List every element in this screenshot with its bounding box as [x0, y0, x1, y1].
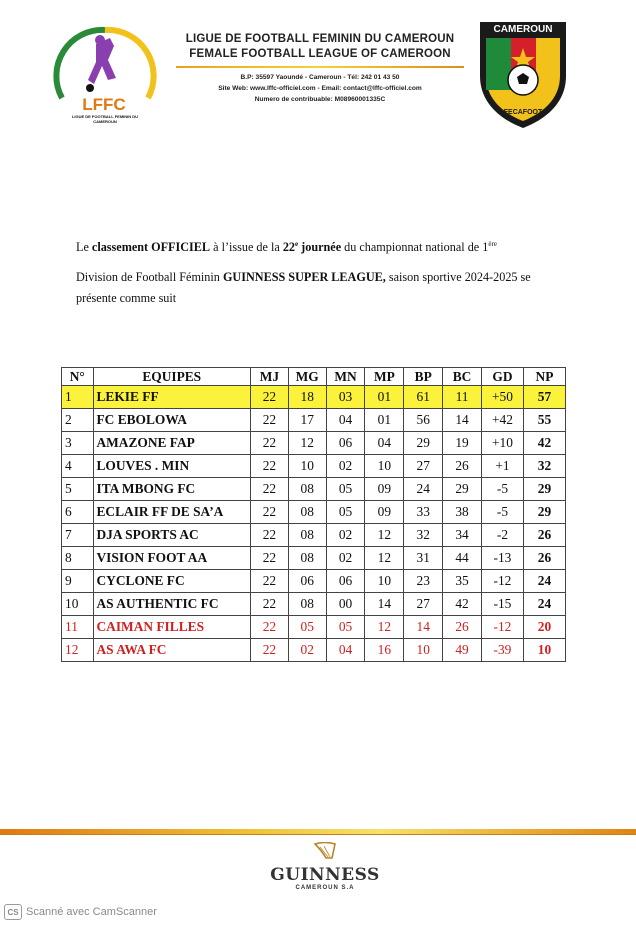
cell-bc: 11 — [443, 386, 482, 409]
cell-mj: 22 — [251, 570, 289, 593]
cell-np: 29 — [523, 478, 565, 501]
cell-gd: -5 — [481, 501, 523, 524]
header-bc: BC — [443, 368, 482, 386]
cell-rank: 8 — [62, 547, 94, 570]
header-mp: MP — [365, 368, 404, 386]
guinness-brand: GUINNESS — [270, 865, 380, 885]
cell-gd: +10 — [481, 432, 523, 455]
camscanner-watermark — [4, 904, 157, 920]
cell-mn: 06 — [326, 570, 365, 593]
cell-np: 29 — [523, 501, 565, 524]
cell-mn: 02 — [326, 547, 365, 570]
letterhead — [170, 32, 470, 105]
cell-rank: 4 — [62, 455, 94, 478]
cell-bc: 26 — [443, 616, 482, 639]
cell-bp: 10 — [404, 639, 443, 662]
table-row — [62, 478, 566, 501]
cell-mn: 05 — [326, 501, 365, 524]
cell-bp: 33 — [404, 501, 443, 524]
cell-bp: 27 — [404, 455, 443, 478]
cell-gd: -12 — [481, 570, 523, 593]
cell-mp: 09 — [365, 501, 404, 524]
cell-np: 55 — [523, 409, 565, 432]
intro-league-name: GUINNESS SUPER LEAGUE, — [222, 270, 386, 285]
taxpayer-number: Numero de contribuable: M08960001335C — [254, 96, 386, 103]
cell-bc: 44 — [443, 547, 482, 570]
cell-bc: 38 — [443, 501, 482, 524]
cell-rank: 11 — [62, 616, 94, 639]
cell-rank: 9 — [62, 570, 94, 593]
cell-mn: 06 — [326, 432, 365, 455]
table-row — [62, 570, 566, 593]
cell-mp: 12 — [365, 524, 404, 547]
cell-np: 24 — [523, 593, 565, 616]
cell-bp: 24 — [404, 478, 443, 501]
cell-mn: 05 — [326, 616, 365, 639]
cell-bc: 29 — [443, 478, 482, 501]
cell-mg: 18 — [288, 386, 326, 409]
intro-text-season: saison sportive 2024-2025 se présente comme suit — [76, 270, 531, 306]
cell-team: FC EBOLOWA — [93, 409, 251, 432]
table-row — [62, 501, 566, 524]
cell-mg: 06 — [288, 570, 326, 593]
header-np: NP — [523, 368, 565, 386]
cell-gd: +1 — [481, 455, 523, 478]
cell-team: VISION FOOT AA — [93, 547, 251, 570]
cell-rank: 3 — [62, 432, 94, 455]
cell-team: AS AWA FC — [93, 639, 251, 662]
cell-gd: -5 — [481, 478, 523, 501]
cell-bp: 32 — [404, 524, 443, 547]
cell-mp: 09 — [365, 478, 404, 501]
camscanner-icon: CS — [4, 904, 22, 920]
cell-team: CAIMAN FILLES — [93, 616, 251, 639]
table-row — [62, 547, 566, 570]
intro-line-1 — [76, 234, 570, 258]
cell-mj: 22 — [251, 639, 289, 662]
table-row — [62, 616, 566, 639]
cell-mp: 14 — [365, 593, 404, 616]
intro-text-c: à l’issue de la — [210, 240, 283, 255]
cell-rank: 10 — [62, 593, 94, 616]
table-row — [62, 593, 566, 616]
cell-mn: 02 — [326, 455, 365, 478]
cell-bp: 31 — [404, 547, 443, 570]
intro-text-a: Le — [76, 240, 92, 255]
lffc-logo-caption: LIGUE DE FOOTBALL FEMININ DU CAMEROUN — [71, 114, 139, 124]
header-rank: N° — [62, 368, 94, 386]
cell-bp: 61 — [404, 386, 443, 409]
website-email: Site Web: www.lffc-officiel.com - Email: contact@lffc-officiel.com — [218, 85, 422, 92]
cell-bp: 14 — [404, 616, 443, 639]
cell-mj: 22 — [251, 593, 289, 616]
cell-mn: 04 — [326, 409, 365, 432]
cell-mg: 08 — [288, 524, 326, 547]
header-gd: GD — [481, 368, 523, 386]
cell-mg: 12 — [288, 432, 326, 455]
cell-gd: -15 — [481, 593, 523, 616]
cell-mg: 08 — [288, 547, 326, 570]
cell-mg: 08 — [288, 593, 326, 616]
harp-icon — [312, 842, 338, 860]
cell-mp: 10 — [365, 455, 404, 478]
cell-rank: 2 — [62, 409, 94, 432]
cell-gd: +42 — [481, 409, 523, 432]
header-bp: BP — [404, 368, 443, 386]
cell-bc: 26 — [443, 455, 482, 478]
svg-text:CAMEROUN: CAMEROUN — [493, 24, 553, 35]
intro-division-sup: ère — [488, 240, 497, 248]
cell-mg: 08 — [288, 478, 326, 501]
header-divider — [176, 66, 464, 68]
cell-mn: 04 — [326, 639, 365, 662]
cell-mn: 03 — [326, 386, 365, 409]
cell-bc: 19 — [443, 432, 482, 455]
cell-rank: 7 — [62, 524, 94, 547]
cell-bc: 35 — [443, 570, 482, 593]
cell-team: LEKIE FF — [93, 386, 251, 409]
cell-gd: -13 — [481, 547, 523, 570]
cell-mj: 22 — [251, 524, 289, 547]
svg-text:FECAFOOT: FECAFOOT — [503, 109, 543, 116]
postal-address: B.P: 35597 Yaoundé - Cameroun - Tél: 242 01 43 50 — [240, 74, 400, 81]
league-name-en: FEMALE FOOTBALL LEAGUE OF CAMEROON — [189, 48, 451, 60]
cell-mj: 22 — [251, 455, 289, 478]
cell-mj: 22 — [251, 501, 289, 524]
cell-bc: 34 — [443, 524, 482, 547]
cell-bc: 42 — [443, 593, 482, 616]
cell-bp: 23 — [404, 570, 443, 593]
cell-mg: 10 — [288, 455, 326, 478]
cell-mg: 08 — [288, 501, 326, 524]
guinness-logo — [270, 842, 380, 891]
cell-np: 24 — [523, 570, 565, 593]
cell-bc: 14 — [443, 409, 482, 432]
cell-gd: -12 — [481, 616, 523, 639]
cell-mj: 22 — [251, 432, 289, 455]
table-row — [62, 639, 566, 662]
header-mj: MJ — [251, 368, 289, 386]
cell-mp: 12 — [365, 547, 404, 570]
intro-matchday: 22 — [282, 240, 296, 255]
standings-table — [61, 367, 566, 662]
cell-np: 26 — [523, 524, 565, 547]
cell-mj: 22 — [251, 386, 289, 409]
cell-team: ITA MBONG FC — [93, 478, 251, 501]
cell-np: 20 — [523, 616, 565, 639]
guinness-sub: CAMEROUN S.A — [295, 885, 355, 891]
cell-mp: 01 — [365, 386, 404, 409]
intro-text-division: Division de Football Féminin — [76, 270, 223, 285]
intro-line-2 — [76, 267, 570, 309]
svg-text:LFFC: LFFC — [82, 95, 126, 114]
intro-matchday-sup: e — [295, 240, 299, 248]
header-team: EQUIPES — [93, 368, 251, 386]
camscanner-text: Scanné avec CamScanner — [26, 906, 157, 918]
cell-mg: 17 — [288, 409, 326, 432]
cell-team: AMAZONE FAP — [93, 432, 251, 455]
lffc-logo — [50, 22, 160, 132]
header-mg: MG — [288, 368, 326, 386]
cell-bp: 27 — [404, 593, 443, 616]
cell-rank: 6 — [62, 501, 94, 524]
cell-bp: 29 — [404, 432, 443, 455]
cell-np: 57 — [523, 386, 565, 409]
league-name-fr: LIGUE DE FOOTBALL FEMININ DU CAMEROUN — [185, 33, 455, 45]
table-row — [62, 409, 566, 432]
intro-journee: journée — [298, 240, 342, 255]
table-row — [62, 432, 566, 455]
cell-mj: 22 — [251, 547, 289, 570]
cell-mn: 02 — [326, 524, 365, 547]
cell-team: ECLAIR FF DE SA’A — [93, 501, 251, 524]
cell-rank: 1 — [62, 386, 94, 409]
cell-mj: 22 — [251, 616, 289, 639]
cell-bc: 49 — [443, 639, 482, 662]
intro-text — [76, 234, 570, 309]
cell-bp: 56 — [404, 409, 443, 432]
intro-text-f: du championnat national de 1 — [341, 240, 489, 255]
table-row — [62, 455, 566, 478]
table-row — [62, 524, 566, 547]
cell-mg: 02 — [288, 639, 326, 662]
fecafoot-shield-icon — [474, 18, 572, 130]
cell-mg: 05 — [288, 616, 326, 639]
cell-rank: 5 — [62, 478, 94, 501]
cell-gd: -2 — [481, 524, 523, 547]
table-header-row — [62, 368, 566, 386]
header-mn: MN — [326, 368, 365, 386]
cell-mn: 05 — [326, 478, 365, 501]
cell-team: AS AUTHENTIC FC — [93, 593, 251, 616]
cell-mj: 22 — [251, 409, 289, 432]
cell-gd: +50 — [481, 386, 523, 409]
cell-mp: 12 — [365, 616, 404, 639]
cell-gd: -39 — [481, 639, 523, 662]
cell-mp: 16 — [365, 639, 404, 662]
cell-team: CYCLONE FC — [93, 570, 251, 593]
cell-np: 26 — [523, 547, 565, 570]
table-row — [62, 386, 566, 409]
footer-stripe-line — [0, 834, 636, 835]
intro-text-official: classement OFFICIEL — [91, 240, 211, 255]
cell-np: 10 — [523, 639, 565, 662]
cell-np: 32 — [523, 455, 565, 478]
cell-np: 42 — [523, 432, 565, 455]
cell-mp: 01 — [365, 409, 404, 432]
cell-mp: 04 — [365, 432, 404, 455]
cell-rank: 12 — [62, 639, 94, 662]
fecafoot-logo — [474, 18, 572, 130]
cell-team: LOUVES . MIN — [93, 455, 251, 478]
cell-team: DJA SPORTS AC — [93, 524, 251, 547]
cell-mj: 22 — [251, 478, 289, 501]
cell-mp: 10 — [365, 570, 404, 593]
cell-mn: 00 — [326, 593, 365, 616]
